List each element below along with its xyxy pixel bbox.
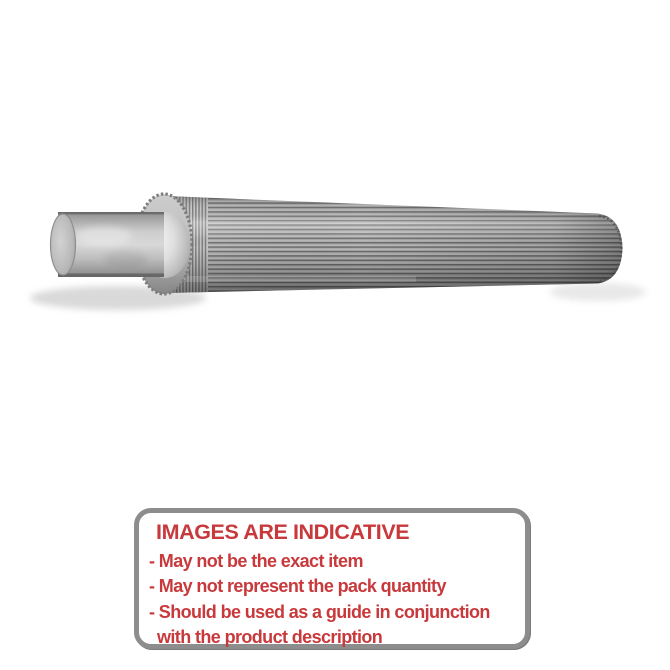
pulley-bar-body: [150, 194, 626, 295]
disclaimer-line-1: - May not be the exact item: [149, 551, 363, 571]
bar-shadow-right: [550, 283, 646, 301]
disclaimer-line-4: with the product description: [157, 627, 383, 648]
disclaimer-box: [134, 508, 530, 649]
disclaimer-title: IMAGES ARE INDICATIVE: [156, 520, 410, 544]
shaft-end-cap: [51, 214, 76, 275]
pilot-shaft: [51, 212, 165, 277]
disclaimer-line-3: - Should be used as a guide in conjunction: [149, 601, 490, 622]
disclaimer-line-2: - May not represent the pack quantity: [149, 576, 446, 597]
